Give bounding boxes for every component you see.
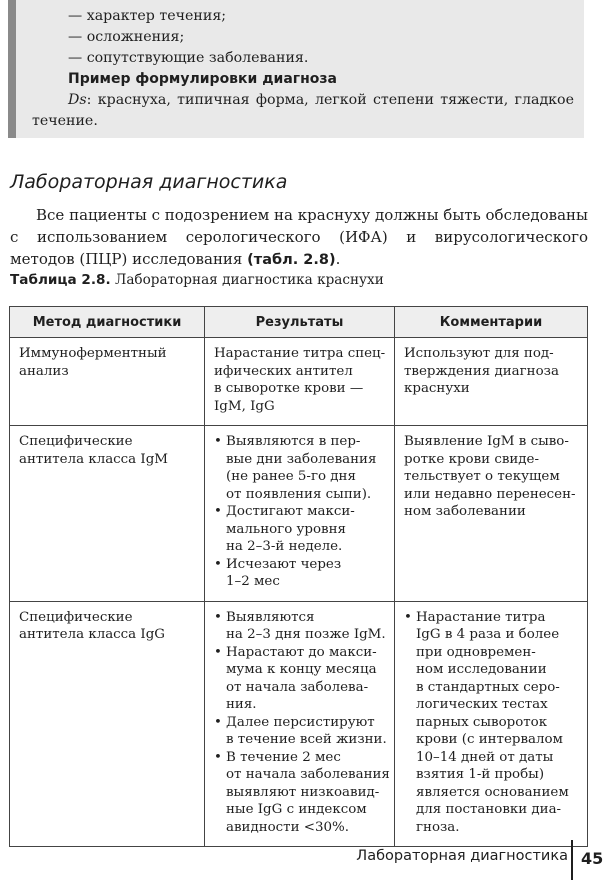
example-text xyxy=(32,90,574,132)
cell-line: от начала заболева- xyxy=(226,679,369,695)
header-comments: Комментарии xyxy=(395,307,588,338)
list-item xyxy=(214,433,386,503)
page-number: 45 xyxy=(581,849,603,868)
cell-line: Нарастание титра спец- xyxy=(214,346,386,361)
cell-line: ротке крови свиде- xyxy=(404,451,539,467)
cell-line: ном заболевании xyxy=(404,504,526,519)
table-caption-text: Лабораторная диагностика краснухи xyxy=(110,272,384,288)
cell-line: взятия 1-й пробы) xyxy=(416,767,545,782)
running-title: Лабораторная диагностика xyxy=(356,848,568,864)
cell-results xyxy=(205,338,395,426)
cell-line: в течение всей жизни. xyxy=(226,732,387,747)
cell-line: в стандартных серо- xyxy=(416,679,560,695)
cell-line: анализ xyxy=(19,363,69,379)
cell-line: 1–2 мес xyxy=(226,574,280,589)
paragraph-text: Все пациенты с подозрением на краснуху должны быть обследованы с использованием серологического (ИФА) и вирусологического методов (ПЦР) исследования xyxy=(10,206,588,268)
list-item: — характер течения; xyxy=(68,8,227,24)
cell-line: ния. xyxy=(226,697,257,712)
comments-list xyxy=(404,609,579,837)
cell-line: • Нарастание титра xyxy=(416,609,546,625)
cell-line: IgG в 4 раза и более xyxy=(416,627,560,642)
diagnostics-table xyxy=(9,306,588,847)
cell-line: Иммуноферментный xyxy=(19,346,167,361)
cell-line: Специфические xyxy=(19,434,133,449)
list-item: — осложнения; xyxy=(68,29,185,45)
list-item: — сопутствующие заболевания. xyxy=(68,50,309,66)
list-item xyxy=(214,714,386,749)
cell-line: Выявление IgM в сыво- xyxy=(404,434,569,449)
cell-line: от появления сыпи). xyxy=(226,486,372,502)
list-item xyxy=(404,609,579,837)
cell-line: является основанием xyxy=(416,784,569,800)
cell-line: краснухи xyxy=(404,381,470,396)
cell-line: логических тестах xyxy=(416,697,548,712)
cell-line: выявляют низкоавид- xyxy=(226,784,380,800)
cell-line: • Далее персистируют xyxy=(226,714,375,730)
cell-comments xyxy=(395,338,588,426)
cell-line: ные IgG с индексом xyxy=(226,802,367,817)
cell-line: ном исследовании xyxy=(416,662,547,677)
cell-line: Специфические xyxy=(19,609,133,625)
cell-line: мального уровня xyxy=(226,521,346,537)
table-row xyxy=(10,426,588,602)
cell-line: Используют для под- xyxy=(404,346,554,361)
cell-method xyxy=(10,338,205,426)
cell-line: • Выявляются в пер- xyxy=(226,434,361,449)
diagnosis-notes-box xyxy=(8,0,584,138)
cell-line: парных сывороток xyxy=(416,714,548,730)
cell-line: крови (с интервалом xyxy=(416,732,563,747)
list-item xyxy=(214,556,386,591)
cell-results xyxy=(205,426,395,602)
cell-method xyxy=(10,426,205,602)
cell-line: (не ранее 5-го дня xyxy=(226,469,356,484)
section-title: Лабораторная диагностика xyxy=(10,171,288,193)
header-method: Метод диагностики xyxy=(10,307,205,338)
cell-line: • Достигают макси- xyxy=(226,504,355,519)
cell-line: • Исчезают через xyxy=(226,556,342,572)
diagnosis-label: Ds xyxy=(68,92,87,108)
cell-line: на 2–3 дня позже IgM. xyxy=(226,627,386,642)
cell-line: мума к концу месяца xyxy=(226,662,377,677)
cell-line: антитела класса IgM xyxy=(19,451,168,467)
table-caption xyxy=(10,272,384,288)
list-item xyxy=(214,644,386,714)
header-results: Результаты xyxy=(205,307,395,338)
cell-line: IgM, IgG xyxy=(214,398,275,414)
cell-line: гноза. xyxy=(416,819,460,835)
cell-line: от начала заболевания xyxy=(226,767,390,782)
table-row xyxy=(10,338,588,426)
list-item xyxy=(214,749,390,837)
cell-line: • Нарастают до макси- xyxy=(226,644,377,660)
cell-line: 10–14 дней от даты xyxy=(416,749,554,765)
table-reference: (табл. 2.8) xyxy=(247,252,336,268)
cell-line: вые дни заболевания xyxy=(226,451,377,467)
cell-line: или недавно перенесен- xyxy=(404,486,576,502)
results-list xyxy=(214,433,386,591)
cell-line: на 2–3-й неделе. xyxy=(226,539,343,554)
cell-line: антитела класса IgG xyxy=(19,627,165,642)
cell-comments xyxy=(395,426,588,602)
cell-line: в сыворотке крови — xyxy=(214,381,364,396)
footer-divider xyxy=(571,840,573,880)
list-item xyxy=(214,609,386,644)
cell-line: тельствует о текущем xyxy=(404,469,560,484)
cell-line: при одновремен- xyxy=(416,644,536,660)
table-header-row xyxy=(10,307,588,338)
intro-paragraph xyxy=(10,204,588,271)
cell-line: для постановки диа- xyxy=(416,802,562,817)
paragraph-end: . xyxy=(335,250,341,268)
cell-line: авидности <30%. xyxy=(226,819,350,835)
cell-method xyxy=(10,601,205,847)
results-list xyxy=(214,609,390,837)
cell-line: ифических антител xyxy=(214,363,353,379)
cell-comments xyxy=(395,601,588,847)
example-title: Пример формулировки диагноза xyxy=(68,71,337,87)
cell-line: • Выявляются xyxy=(226,609,315,625)
cell-line: • В течение 2 мес xyxy=(226,749,341,765)
list-item xyxy=(214,503,386,556)
diagnosis-text: : краснуха, типичная форма, легкой степени тяжести, гладкое течение. xyxy=(32,92,574,129)
table-number: Таблица 2.8. xyxy=(10,272,111,288)
cell-line: тверждения диагноза xyxy=(404,363,559,379)
table-row xyxy=(10,601,588,847)
cell-results xyxy=(205,601,395,847)
